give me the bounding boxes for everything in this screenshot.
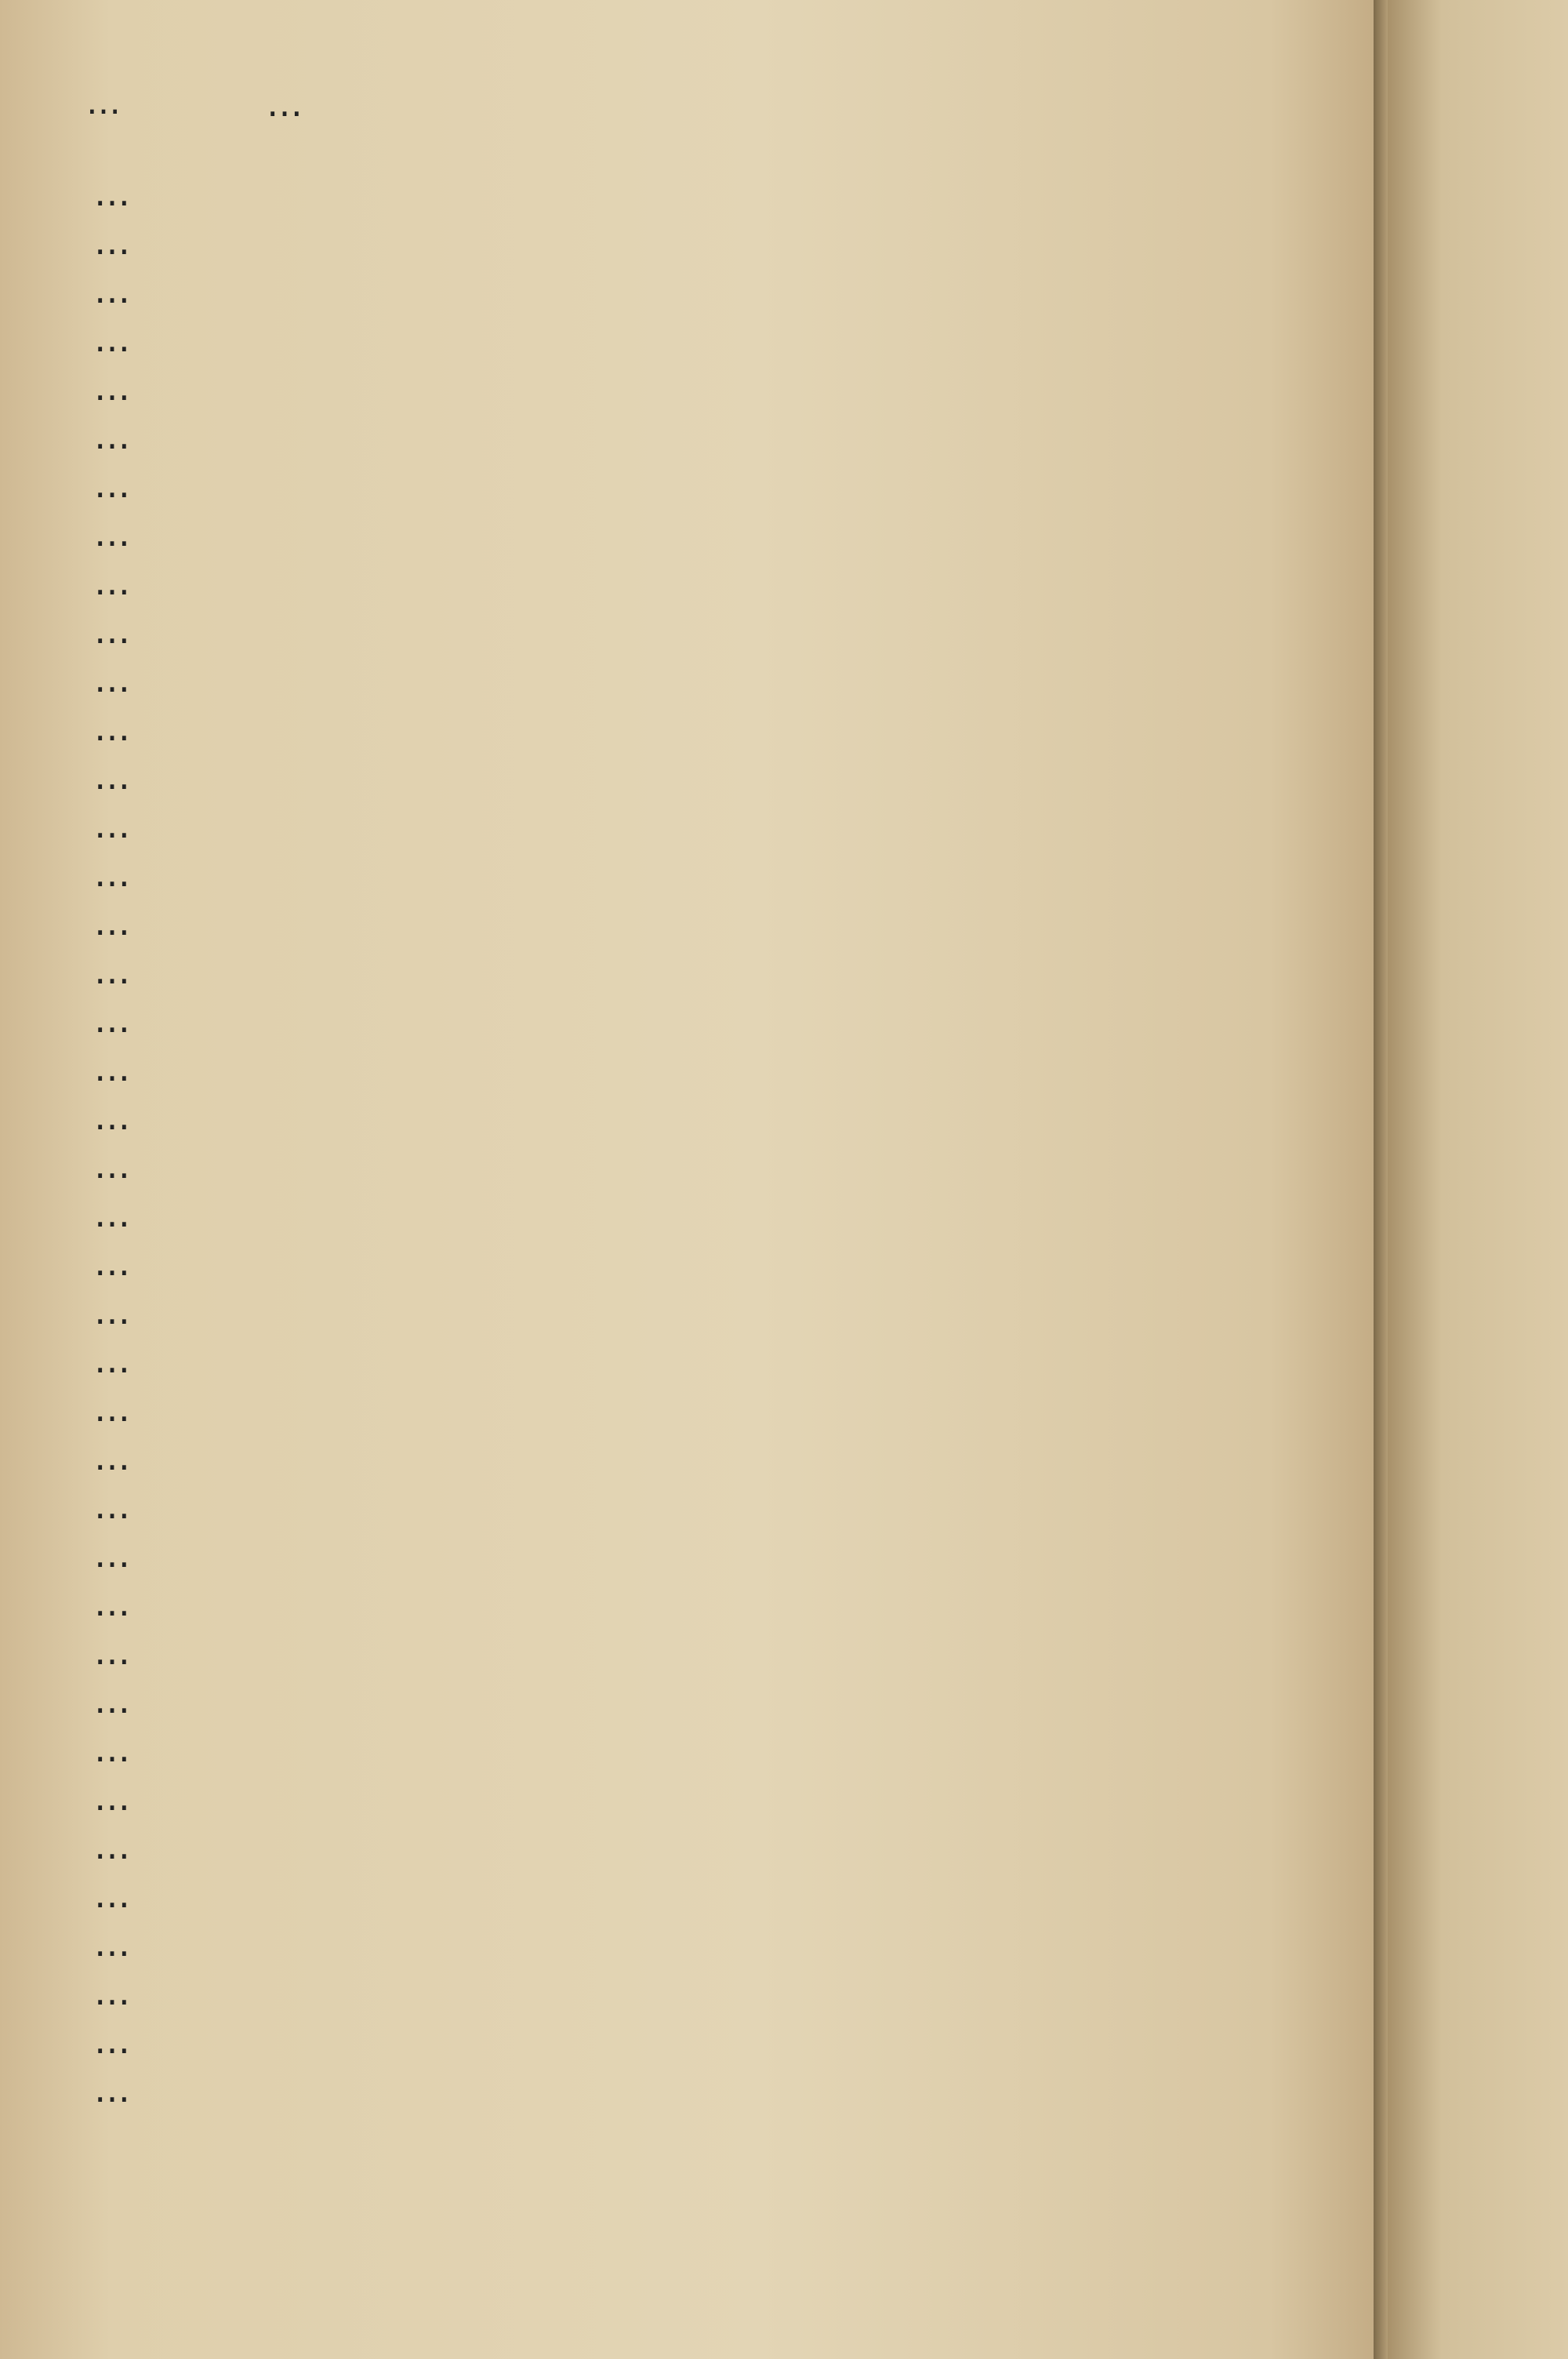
line-text: … [94, 1144, 132, 1187]
text-line [94, 898, 1286, 947]
line-text: … [94, 1922, 132, 1965]
line-text: … [94, 172, 132, 214]
line-text: … [94, 609, 132, 652]
line-text: … [94, 852, 132, 895]
line-text: … [94, 1776, 132, 1819]
text-line [94, 217, 1286, 266]
text-line [94, 1822, 1286, 1870]
line-text: … [94, 901, 132, 943]
text-line [94, 703, 1286, 752]
text-line [94, 314, 1286, 363]
text-line [94, 1968, 1286, 2016]
page-header [86, 82, 1262, 129]
text-line [94, 801, 1286, 849]
line-text: … [94, 463, 132, 506]
text-line [94, 655, 1286, 703]
text-line [94, 169, 1286, 217]
line-text: … [94, 2068, 132, 2110]
line-text: … [94, 950, 132, 992]
text-line [94, 509, 1286, 558]
line-text: … [94, 1582, 132, 1624]
line-text: … [94, 998, 132, 1041]
text-line [94, 1238, 1286, 1287]
line-text: … [94, 707, 132, 749]
line-text: … [94, 1096, 132, 1138]
text-line [94, 558, 1286, 606]
text-line [94, 363, 1286, 412]
line-text: … [94, 2019, 132, 2062]
text-line [94, 2016, 1286, 2065]
text-line [94, 1384, 1286, 1433]
text-line [94, 460, 1286, 509]
line-text: … [94, 1241, 132, 1284]
text-line [94, 1627, 1286, 1676]
text-line [94, 412, 1286, 460]
text-line [94, 1190, 1286, 1238]
right-page-edge [1388, 0, 1568, 2359]
text-line [94, 1870, 1286, 1919]
text-line [94, 1336, 1286, 1384]
line-text: … [94, 269, 132, 311]
line-text: … [94, 512, 132, 554]
line-text: … [94, 220, 132, 263]
text-line [94, 995, 1286, 1044]
line-text: … [94, 1630, 132, 1673]
text-line [94, 1725, 1286, 1773]
line-text: … [94, 1290, 132, 1332]
line-text: … [94, 318, 132, 360]
line-text: … [94, 1728, 132, 1770]
line-text: … [94, 1387, 132, 1430]
line-text: … [94, 1339, 132, 1381]
line-text: … [94, 755, 132, 798]
line-text: … [94, 561, 132, 603]
text-line [94, 1433, 1286, 1481]
text-line [94, 1044, 1286, 1092]
text-line [94, 2065, 1286, 2114]
running-title: … [267, 82, 305, 125]
line-text: … [94, 1679, 132, 1721]
body-text [94, 169, 1286, 2114]
text-line [94, 849, 1286, 898]
text-line [94, 752, 1286, 801]
line-text: … [94, 1047, 132, 1089]
text-line [94, 1287, 1286, 1336]
text-line [94, 606, 1286, 655]
text-line [94, 1773, 1286, 1822]
text-line [94, 1919, 1286, 1968]
line-text: … [94, 1971, 132, 2013]
line-text: … [94, 415, 132, 457]
line-text: … [94, 658, 132, 700]
line-text: … [94, 1874, 132, 1916]
text-line [94, 1481, 1286, 1530]
book-gutter [1374, 0, 1388, 2359]
text-line [94, 1676, 1286, 1725]
line-text: … [94, 1193, 132, 1235]
text-line [94, 1530, 1286, 1579]
line-text: … [94, 1436, 132, 1478]
text-line [94, 1141, 1286, 1190]
text-line [94, 1092, 1286, 1141]
page-number: … [86, 82, 122, 122]
text-line [94, 947, 1286, 995]
line-text: … [94, 1825, 132, 1867]
text-line [94, 1579, 1286, 1627]
line-text: … [94, 804, 132, 846]
text-line [94, 266, 1286, 314]
line-text: … [94, 1485, 132, 1527]
line-text: … [94, 1533, 132, 1576]
line-text: … [94, 366, 132, 409]
